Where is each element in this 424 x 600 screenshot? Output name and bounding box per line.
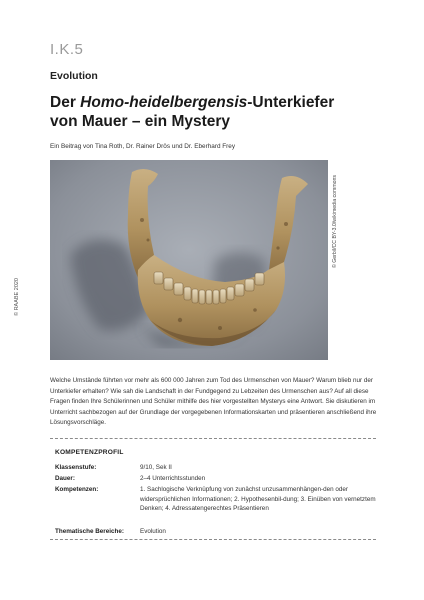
title-italic: Homo-heidelbergensis (80, 94, 248, 111)
title-prefix: Der (50, 94, 81, 111)
profile-label: Dauer: (55, 475, 75, 482)
bottom-dashed-divider (50, 539, 376, 540)
profile-value: 9/10, Sek II (140, 464, 172, 471)
intro-paragraph: Welche Umstände führten vor mehr als 600 000 Jahren zum Tod des Urmenschen von Mauer? Warum blieb nur der Unterkiefer erhalten? Wie sah die Landschaft in der Fundgegend zu Lebzeiten des Urmenschen aus? Auf all diese Fragen finden Ihre Schülerinnen und Schüler mithilfe des hier vorgestellten Mysterys eine Antwort. Sie diskutieren im Unterricht sachbezogen auf der Grundlage der vorgegebenen Informationskarten und präsentieren anschließend ihre Lösungsvorschläge. (50, 377, 377, 427)
profile-label: Thematische Bereiche: (55, 528, 124, 535)
mandible-photo (50, 160, 328, 360)
profile-value: 1. Sachlogische Verknüpfung von zunächst unzusammenhängen-den oder widersprüchlichen Informationen; 2. Hypothesenbil-dung; 3. Einüben von vernetztem Denken; 4. Adressatengerechtes Präsentieren (140, 486, 376, 513)
competence-profile-title: KOMPETENZPROFIL (55, 449, 124, 456)
section-code: I.K.5 (50, 41, 84, 58)
top-dashed-divider (50, 438, 376, 439)
competence-profile-box (50, 438, 376, 584)
title-line1-rest: -Unterkiefer (247, 94, 335, 111)
copyright-note: © RAABE 2020 (14, 278, 20, 316)
profile-label: Kompetenzen: (55, 486, 99, 493)
title-line2: von Mauer – ein Mystery (50, 113, 231, 130)
page-title (50, 93, 380, 131)
byline: Ein Beitrag von Tina Roth, Dr. Rainer Drös und Dr. Eberhard Frey (50, 143, 236, 150)
topic-label: Evolution (50, 70, 98, 82)
profile-label: Klassenstufe: (55, 464, 97, 471)
profile-value: 2–4 Unterrichtsstunden (140, 475, 206, 482)
photo-credit: © Gerbil/CC BY-3.0/wikimedia commons (332, 175, 338, 268)
profile-value: Evolution (140, 528, 166, 535)
